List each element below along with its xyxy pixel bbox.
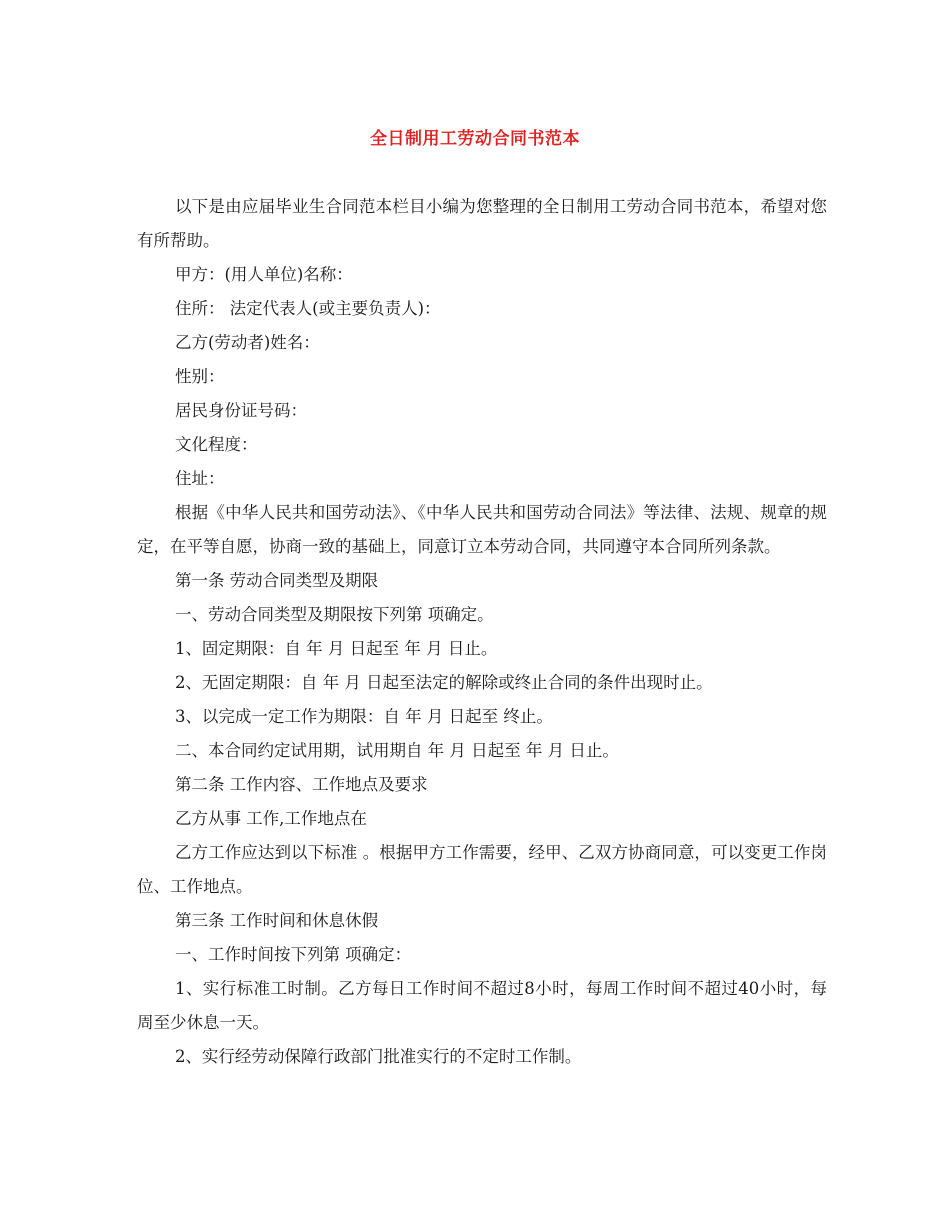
paragraph-work-hours: 一、工作时间按下列第 项确定： [174, 945, 412, 964]
paragraph-task-term: 3、以完成一定工作为期限：自 年 月 日起至 终止。 [174, 707, 553, 726]
paragraph-education: 文化程度： [174, 435, 258, 454]
paragraph-fixed-term: 1、固定期限：自 年 月 日起至 年 月 日止。 [174, 639, 498, 658]
paragraph-gender: 性别： [174, 367, 225, 386]
paragraph-article-1-heading: 第一条 劳动合同类型及期限 [174, 571, 379, 590]
paragraph-intro: 以下是由应届毕业生合同范本栏目小编为您整理的全日制用工劳动合同书范本，希望对您有所帮助。 [137, 197, 827, 250]
paragraph-party-b: 乙方(劳动者)姓名： [174, 333, 320, 352]
paragraph-legal-basis: 根据《中华人民共和国劳动法》、《中华人民共和国劳动合同法》等法律、法规、规章的规定，在平等自愿，协商一致的基础上，同意订立本劳动合同，共同遵守本合同所列条款。 [137, 503, 827, 556]
paragraph-work-content: 乙方从事 工作,工作地点在 [174, 809, 367, 828]
paragraph-article-1-item-1: 一、劳动合同类型及期限按下列第 项确定。 [174, 605, 494, 624]
paragraph-flexible-hours: 2、实行经劳动保障行政部门批准实行的不定时工作制。 [174, 1047, 582, 1066]
paragraph-standard-hours: 1、实行标准工时制。乙方每日工作时间不超过8小时，每周工作时间不超过40小时，每周至少休息一天。 [137, 979, 827, 1032]
paragraph-address-representative: 住所： 法定代表人(或主要负责人)： [174, 299, 441, 318]
paragraph-article-2-heading: 第二条 工作内容、工作地点及要求 [174, 775, 428, 794]
paragraph-article-3-heading: 第三条 工作时间和休息休假 [174, 911, 379, 930]
paragraph-id-number: 居民身份证号码： [174, 401, 307, 420]
document-title: 全日制用工劳动合同书范本 [370, 129, 580, 149]
paragraph-open-term: 2、无固定期限：自 年 月 日起至法定的解除或终止合同的条件出现时止。 [174, 673, 713, 692]
paragraph-residence: 住址： [174, 469, 225, 488]
paragraph-party-a: 甲方：(用人单位)名称： [174, 265, 353, 284]
document-body [137, 190, 827, 1074]
paragraph-work-standard: 乙方工作应达到以下标准 。根据甲方工作需要，经甲、乙双方协商同意，可以变更工作岗位、工作地点。 [137, 843, 827, 896]
paragraph-probation: 二、本合同约定试用期，试用期自 年 月 日起至 年 月 日止。 [174, 741, 619, 760]
